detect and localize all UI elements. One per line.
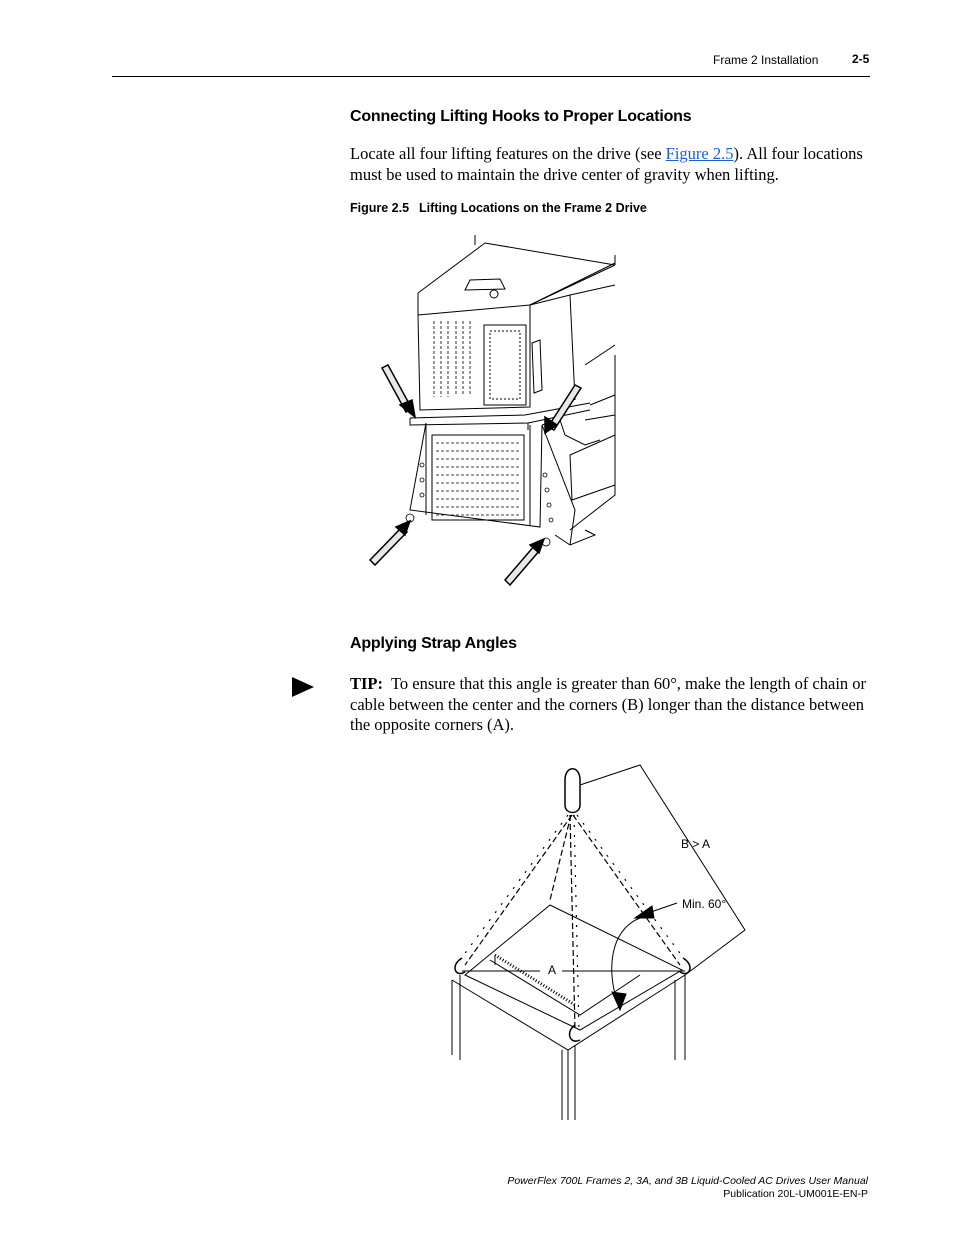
lifting-paragraph-text-1: Locate all four lifting features on the drive (see <box>350 144 666 163</box>
tip-text: To ensure that this angle is greater than 60°, make the length of chain or cable between the center and the corners (B) longer than the distance between the opposite corners (A). <box>350 674 867 734</box>
label-a: A <box>548 963 557 977</box>
lifting-paragraph-text-2: ). All four locations must be used to maintain the drive center of gravity when lifting. <box>350 144 863 184</box>
footer-publication: Publication 20L-UM001E-EN-P <box>723 1188 868 1200</box>
tip-paragraph <box>350 674 870 736</box>
section-heading-strap-angles: Applying Strap Angles <box>350 635 517 652</box>
tip-label: TIP: <box>350 674 383 693</box>
figure-caption <box>350 201 647 215</box>
tip-marker-icon <box>292 677 314 697</box>
header-rule <box>112 76 870 77</box>
lifting-locations-drawing <box>360 235 630 595</box>
figure-2-5-link[interactable]: Figure 2.5 <box>665 144 734 163</box>
footer-manual-title: PowerFlex 700L Frames 2, 3A, and 3B Liquid-Cooled AC Drives User Manual <box>507 1175 868 1187</box>
label-min-60: Min. 60° <box>682 897 727 911</box>
label-b-greater-than-a: B > A <box>681 837 711 851</box>
section-heading-lifting-hooks: Connecting Lifting Hooks to Proper Locations <box>350 108 692 125</box>
figure-title: Lifting Locations on the Frame 2 Drive <box>419 201 647 215</box>
strap-angle-drawing <box>440 760 760 1120</box>
lifting-paragraph <box>350 144 870 185</box>
page-number: 2-5 <box>852 52 870 66</box>
figure-number: Figure 2.5 <box>350 201 410 215</box>
running-header-section: Frame 2 Installation <box>713 53 819 67</box>
